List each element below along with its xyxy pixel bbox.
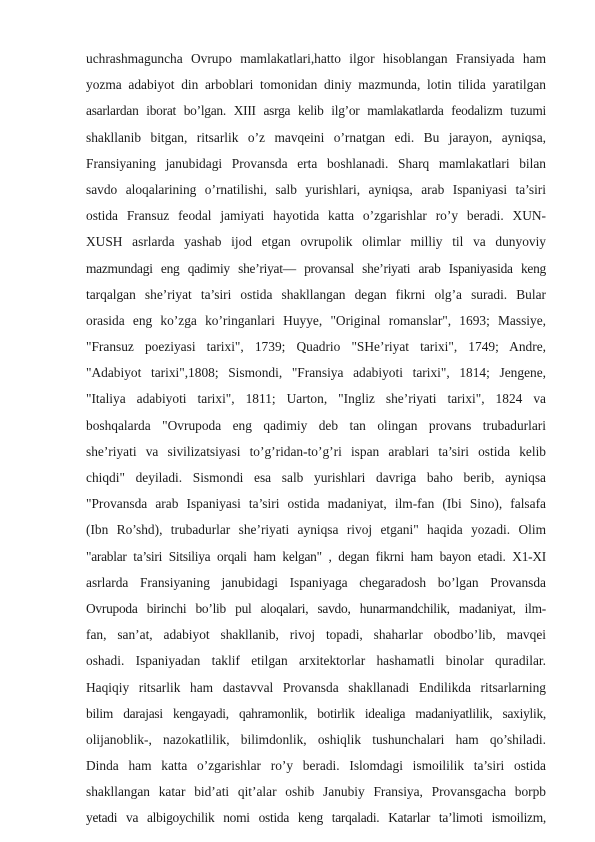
text-line: "Fransuz poeziyasi tarixi", 1739; Quadrio "SHe’riyat tarixi", 1749; Andre,: [86, 339, 546, 355]
text-line: shakllangan katar bid’ati qit’alar oshib Janubiy Fransiya, Provansgacha borpb: [86, 784, 546, 800]
text-line: "Provansda arab Ispaniyasi ta’siri ostida madaniyat, ilm-fan (Ibi Sino), falsafa: [86, 496, 546, 512]
text-line: Fransiyaning janubidagi Provansda erta boshlanadi. Sharq mamlakatlari bilan: [86, 155, 546, 171]
text-line: orasida eng ko’zga ko’ringanlari Huyye, "Original romanslar", 1693; Massiye,: [86, 312, 546, 328]
text-line: ostida Fransuz feodal jamiyati hayotida katta o’zgarishlar ro’y beradi. XUN-: [86, 208, 546, 224]
text-line: Ovrupoda birinchi bo’lib pul aloqalari, savdo, hunarmandchilik, madaniyat, ilm-: [86, 600, 546, 616]
text-line: chiqdi" deyiladi. Sismondi esa salb yurishlari davriga baho berib, ayniqsa: [86, 470, 546, 485]
document-page: [86, 46, 546, 832]
text-line: olijanoblik-, nazokatlilik, bilimdonlik, oshiqlik tushunchalari ham qo’shiladi.: [86, 731, 546, 747]
text-line: tarqalgan she’riyat ta’siri ostida shakllangan degan fikrni olg’a suradi. Bular: [86, 286, 546, 302]
text-line: shakllanib bitgan, ritsarlik o’z mavqeini o’rnatgan edi. Bu jarayon, ayniqsa,: [86, 129, 546, 145]
text-line: Haqiqiy ritsarlik ham dastavval Provansda shakllanadi Endilikda ritsarlarning: [86, 679, 546, 695]
text-line: oshadi. Ispaniyadan taklif etilgan arxitektorlar hashamatli binolar quradilar.: [86, 653, 546, 669]
text-line: "Adabiyot tarixi",1808; Sismondi, "Fransiya adabiyoti tarixi", 1814; Jengene,: [86, 365, 546, 381]
text-line: "arablar ta’siri Sitsiliya orqali ham kelgan" , degan fikrni ham bayon etadi. X1-XI: [86, 548, 546, 564]
text-line: asrlarda Fransiyaning janubidagi Ispaniyaga chegaradosh bo’lgan Provansda: [86, 574, 546, 590]
text-line: yozma adabiyot din arboblari tomonidan diniy mazmunda, lotin tilida yaratilgan: [86, 77, 546, 93]
text-line: savdo aloqalarining o’rnatilishi, salb yurishlari, ayniqsa, arab Ispaniyasi ta’siri: [86, 181, 546, 197]
text-line: boshqalarda "Ovrupoda eng qadimiy deb tan olingan provans trubadurlari: [86, 417, 546, 433]
text-line: mazmundagi eng qadimiy she’riyat— provansal she’riyati arab Ispaniyasida keng: [86, 260, 546, 276]
text-line: XUSH asrlarda yashab ijod etgan ovrupolik olimlar milliy til va dunyoviy: [86, 234, 546, 250]
text-line: "Italiya adabiyoti tarixi", 1811; Uarton, "Ingliz she’riyati tarixi", 1824 va: [86, 391, 546, 407]
text-line: fan, san’at, adabiyot shakllanib, rivoj topadi, shaharlar obodbo’lib, mavqei: [86, 627, 546, 643]
text-line: (Ibn Ro’shd), trubadurlar she’riyati ayniqsa rivoj etgani" haqida yozadi. Olim: [86, 522, 546, 538]
text-line: asarlardan iborat bo’lgan. XIII asrga kelib ilg’or mamlakatlarda feodalizm tuzumi: [86, 103, 546, 119]
text-line: bilim darajasi kengayadi, qahramonlik, botirlik idealiga madaniyatlilik, saxiylik,: [86, 705, 546, 721]
text-line: yetadi va albigoychilik nomi ostida keng tarqaladi. Katarlar ta’limoti ismoilizm,: [86, 810, 546, 826]
text-line: Dinda ham katta o’zgarishlar ro’y beradi. Islomdagi ismoililik ta’siri ostida: [86, 758, 546, 774]
text-line: she’riyati va sivilizatsiyasi to’g’ridan-to’g’ri ispan arablari ta’siri ostida kelib: [86, 443, 546, 459]
text-line: uchrashmaguncha Ovrupo mamlakatlari,hatto ilgor hisoblangan Fransiyada ham: [86, 51, 546, 66]
